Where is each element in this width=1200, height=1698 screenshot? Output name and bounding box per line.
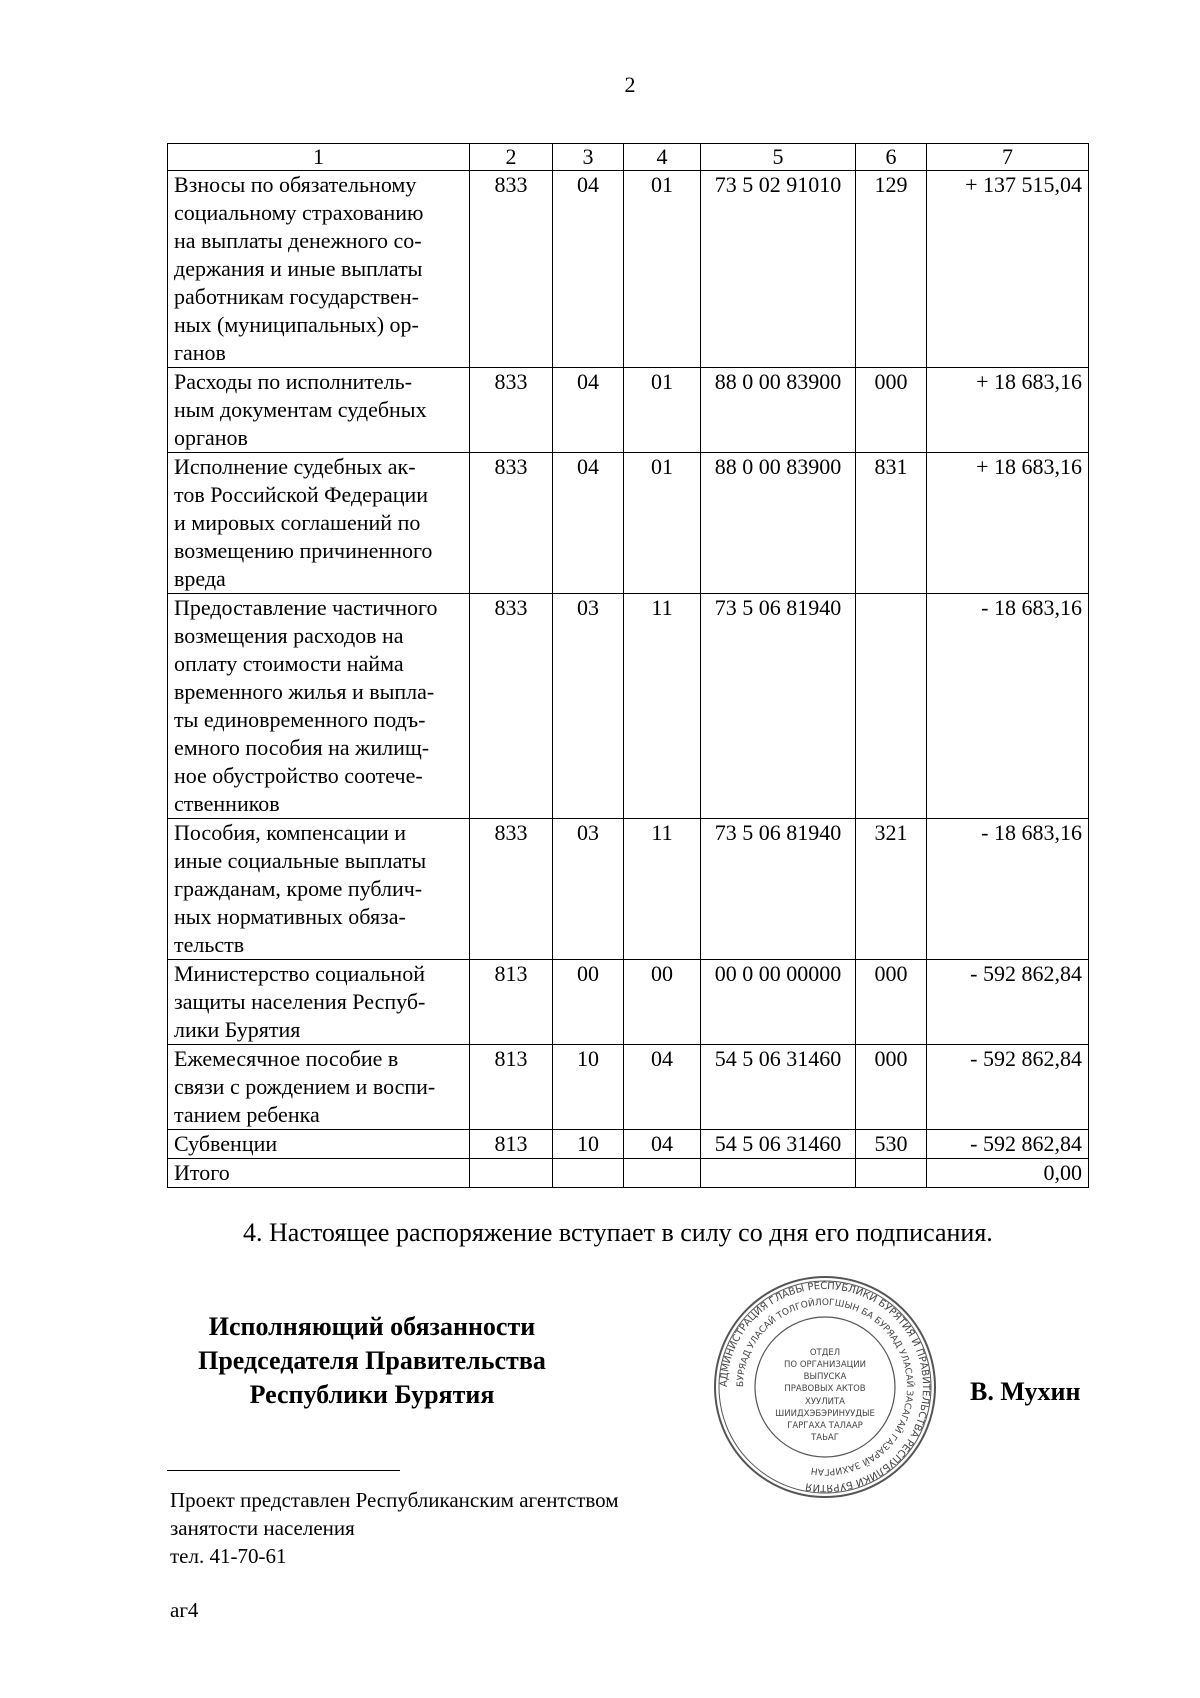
column-number: 3 bbox=[553, 144, 624, 171]
footer-line: Проект представлен Республиканским агентством bbox=[170, 1488, 619, 1512]
code-cell: 73 5 06 81940 bbox=[701, 819, 856, 960]
code-cell: 04 bbox=[553, 368, 624, 453]
code-cell: 000 bbox=[856, 1045, 927, 1130]
row-name-line: вреда bbox=[174, 566, 226, 591]
row-name-line: Субвенции bbox=[174, 1131, 278, 1156]
total-value: 0,00 bbox=[927, 1159, 1089, 1188]
row-name-line: Предоставление частичного bbox=[174, 595, 438, 620]
table-row bbox=[168, 453, 1089, 594]
row-name-line: ных нормативных обяза- bbox=[174, 904, 406, 929]
code-cell: 11 bbox=[624, 594, 701, 819]
stamp-center-line: ОТДЕЛ bbox=[809, 1348, 841, 1358]
row-name-line: тов Российской Федерации bbox=[174, 482, 429, 507]
row-name-line: органов bbox=[174, 425, 248, 450]
row-name-line: гражданам, кроме публич- bbox=[174, 876, 423, 901]
row-name-line: связи с рождением и воспи- bbox=[174, 1074, 436, 1099]
footer-phone: тел. 41-70-61 bbox=[170, 1544, 287, 1568]
code-cell: 00 0 00 00000 bbox=[701, 960, 856, 1045]
total-label: Итого bbox=[168, 1159, 470, 1188]
code-cell: 813 bbox=[470, 1045, 553, 1130]
amount-cell: - 18 683,16 bbox=[927, 594, 1089, 819]
code-cell: 01 bbox=[624, 453, 701, 594]
clause-text: 4. Настоящее распоряжение вступает в силу со дня его подписания. bbox=[243, 1218, 993, 1247]
code-cell: 54 5 06 31460 bbox=[701, 1045, 856, 1130]
code-cell: 833 bbox=[470, 453, 553, 594]
official-stamp bbox=[713, 1275, 937, 1499]
row-name-line: ных (муниципальных) ор- bbox=[174, 312, 419, 337]
code-cell: 73 5 02 91010 bbox=[701, 171, 856, 368]
code-cell: 833 bbox=[470, 171, 553, 368]
column-number: 7 bbox=[927, 144, 1089, 171]
code-cell: 88 0 00 83900 bbox=[701, 453, 856, 594]
amount-cell: + 137 515,04 bbox=[927, 171, 1089, 368]
footer-line: занятости населения bbox=[170, 1516, 355, 1540]
row-name-line: оплату стоимости найма bbox=[174, 651, 404, 676]
row-name-cell bbox=[168, 594, 470, 819]
code-cell: 000 bbox=[856, 368, 927, 453]
code-cell bbox=[856, 594, 927, 819]
row-name-line: Министерство социальной bbox=[174, 961, 425, 986]
code-cell: 54 5 06 31460 bbox=[701, 1130, 856, 1159]
code-cell: 530 bbox=[856, 1130, 927, 1159]
row-name-line: Взносы по обязательному bbox=[174, 172, 417, 197]
row-name-cell bbox=[168, 171, 470, 368]
code-cell: 04 bbox=[624, 1130, 701, 1159]
stamp-center-line: ВЫПУСКА bbox=[803, 1372, 847, 1382]
stamp-center-line: ГАРГАХА ТАЛААР bbox=[787, 1421, 863, 1431]
code-cell: 04 bbox=[553, 171, 624, 368]
row-name-line: возмещению причиненного bbox=[174, 538, 433, 563]
stamp-center-line: ШИИДХЭБЭРИНУУДЫЕ bbox=[775, 1409, 875, 1419]
code-cell: 813 bbox=[470, 1130, 553, 1159]
amount-cell: + 18 683,16 bbox=[927, 453, 1089, 594]
table-row bbox=[168, 594, 1089, 819]
column-number: 4 bbox=[624, 144, 701, 171]
code-cell: 88 0 00 83900 bbox=[701, 368, 856, 453]
table-row bbox=[168, 960, 1089, 1045]
table-row bbox=[168, 1130, 1089, 1159]
code-cell: 11 bbox=[624, 819, 701, 960]
code-cell: 833 bbox=[470, 819, 553, 960]
row-name-line: емного пособия на жилищ- bbox=[174, 735, 430, 760]
code-cell: 833 bbox=[470, 594, 553, 819]
row-name-line: ганов bbox=[174, 340, 226, 365]
column-number: 5 bbox=[701, 144, 856, 171]
amount-cell: - 592 862,84 bbox=[927, 960, 1089, 1045]
amount-cell: - 592 862,84 bbox=[927, 1045, 1089, 1130]
code-cell: 833 bbox=[470, 368, 553, 453]
row-name-line: Пособия, компенсации и bbox=[174, 820, 407, 845]
row-name-line: защиты населения Респуб- bbox=[174, 989, 426, 1014]
row-name-cell bbox=[168, 1045, 470, 1130]
row-name-line: иные социальные выплаты bbox=[174, 848, 427, 873]
row-name-line: ственников bbox=[174, 791, 280, 816]
row-name-line: возмещения расходов на bbox=[174, 623, 404, 648]
signatory-title-line: Исполняющий обязанности bbox=[208, 1312, 536, 1341]
table-row bbox=[168, 1045, 1089, 1130]
row-name-cell bbox=[168, 819, 470, 960]
footer-divider bbox=[167, 1470, 400, 1471]
code-cell: 000 bbox=[856, 960, 927, 1045]
row-name-line: Расходы по исполнитель- bbox=[174, 369, 413, 394]
amount-cell: - 592 862,84 bbox=[927, 1130, 1089, 1159]
code-cell: 01 bbox=[624, 368, 701, 453]
table-row bbox=[168, 819, 1089, 960]
code-cell: 831 bbox=[856, 453, 927, 594]
code-cell: 01 bbox=[624, 171, 701, 368]
code-cell: 04 bbox=[553, 453, 624, 594]
row-name-line: тельств bbox=[174, 932, 245, 957]
code-cell: 03 bbox=[553, 594, 624, 819]
empty-cell bbox=[470, 1159, 553, 1188]
page-number: 2 bbox=[624, 72, 636, 97]
row-name-line: на выплаты денежного со- bbox=[174, 228, 422, 253]
row-name-line: и мировых соглашений по bbox=[174, 510, 421, 535]
empty-cell bbox=[624, 1159, 701, 1188]
signatory-title-line: Председателя Правительства bbox=[198, 1346, 546, 1375]
row-name-line: социальному страхованию bbox=[174, 200, 424, 225]
footer-note bbox=[170, 1486, 619, 1570]
row-name-line: ное обустройство соотече- bbox=[174, 763, 423, 788]
stamp-outer-text: АДМИНИСТРАЦИЯ ГЛАВЫ РЕСПУБЛИКИ БУРЯТИЯ И ПРАВИТЕЛЬСТВА РЕСПУБЛИКИ БУРЯТИЯ bbox=[718, 1280, 932, 1494]
column-number: 1 bbox=[168, 144, 470, 171]
stamp-inner-text: БУРЯАД УЛАСАЙ ТОЛГОЙЛОГШЫН БА БУРЯАД УЛАСАЙ ЗАСАГАЙ ГАЗАРАЙ ЗАХИРГАН bbox=[735, 1297, 915, 1477]
row-name-line: Исполнение судебных ак- bbox=[174, 454, 416, 479]
row-name-cell bbox=[168, 453, 470, 594]
stamp-center-line: ПО ОРГАНИЗАЦИИ bbox=[784, 1360, 866, 1370]
empty-cell bbox=[856, 1159, 927, 1188]
signatory-name: В. Мухин bbox=[970, 1377, 1081, 1406]
row-name-line: Ежемесячное пособие в bbox=[174, 1046, 399, 1071]
amount-cell: - 18 683,16 bbox=[927, 819, 1089, 960]
signatory-title-line: Республики Бурятия bbox=[249, 1380, 495, 1409]
empty-cell bbox=[553, 1159, 624, 1188]
row-name-cell bbox=[168, 960, 470, 1045]
column-number: 2 bbox=[470, 144, 553, 171]
row-name-line: лики Бурятия bbox=[174, 1017, 301, 1042]
document-code: аг4 bbox=[170, 1598, 199, 1622]
stamp-center-line: ХУУЛИТА bbox=[805, 1397, 845, 1407]
row-name-cell bbox=[168, 1130, 470, 1159]
row-name-line: танием ребенка bbox=[174, 1102, 320, 1127]
code-cell: 04 bbox=[624, 1045, 701, 1130]
code-cell: 73 5 06 81940 bbox=[701, 594, 856, 819]
table-row bbox=[168, 171, 1089, 368]
amount-cell: + 18 683,16 bbox=[927, 368, 1089, 453]
code-cell: 10 bbox=[553, 1045, 624, 1130]
row-name-cell bbox=[168, 368, 470, 453]
row-name-line: ным документам судебных bbox=[174, 397, 427, 422]
stamp-center-line: ПРАВОВЫХ АКТОВ bbox=[784, 1384, 866, 1394]
code-cell: 321 bbox=[856, 819, 927, 960]
row-name-line: работникам государствен- bbox=[174, 284, 419, 309]
code-cell: 813 bbox=[470, 960, 553, 1045]
budget-table bbox=[167, 143, 1089, 1188]
signatory-title bbox=[162, 1310, 582, 1412]
empty-cell bbox=[701, 1159, 856, 1188]
table-header-row bbox=[168, 144, 1089, 171]
code-cell: 03 bbox=[553, 819, 624, 960]
code-cell: 129 bbox=[856, 171, 927, 368]
stamp-center-line: ТАЬАГ bbox=[811, 1433, 839, 1443]
row-name-line: временного жилья и выпла- bbox=[174, 679, 435, 704]
column-number: 6 bbox=[856, 144, 927, 171]
row-name-line: держания и иные выплаты bbox=[174, 256, 423, 281]
row-name-line: ты единовременного подъ- bbox=[174, 707, 426, 732]
table-total-row bbox=[168, 1159, 1089, 1188]
code-cell: 00 bbox=[624, 960, 701, 1045]
code-cell: 00 bbox=[553, 960, 624, 1045]
code-cell: 10 bbox=[553, 1130, 624, 1159]
table-row bbox=[168, 368, 1089, 453]
